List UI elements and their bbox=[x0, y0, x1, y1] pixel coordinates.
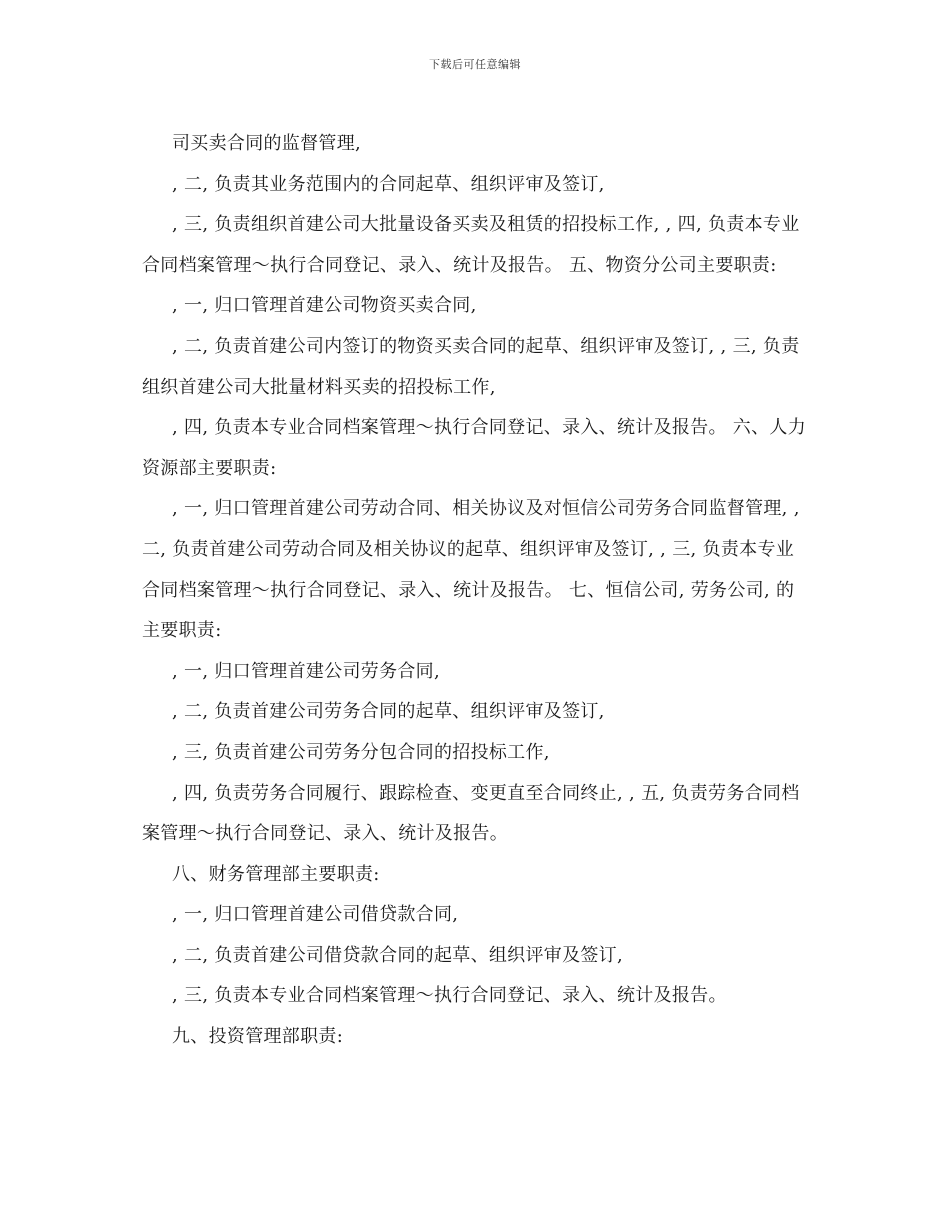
paragraph: , 三, 负责组织首建公司大批量设备买卖及租赁的招投标工作, , 四, 负责本专业合同档案管理～执行合同登记、录入、统计及报告。 五、物资分公司主要职责: bbox=[142, 214, 800, 276]
paragraph: , 三, 负责本专业合同档案管理～执行合同登记、录入、统计及报告。 bbox=[172, 985, 727, 1007]
paragraph: , 二, 负责首建公司内签订的物资买卖合同的起草、组织评审及签订, , 三, 负责组织首建公司大批量材料买卖的招投标工作, bbox=[142, 335, 800, 398]
page-header: 下载后可任意编辑 bbox=[429, 58, 521, 71]
paragraph: , 二, 负责首建公司借贷款合同的起草、组织评审及签订, bbox=[172, 944, 624, 966]
paragraph: , 一, 归口管理首建公司借贷款合同, bbox=[172, 904, 459, 926]
paragraph: , 一, 归口管理首建公司劳动合同、相关协议及对恒信公司劳务合同监督管理, , 二, 负责首建公司劳动合同及相关协议的起草、组织评审及签订, , 三, 负责本专业合同档案管理～执行合同登记、录入、统计及报告。 七、恒信公司, 劳务公司, 的主要职责: bbox=[142, 498, 800, 642]
paragraph: , 一, 归口管理首建公司物资买卖合同, bbox=[172, 295, 477, 317]
paragraph: 八、财务管理部主要职责: bbox=[172, 863, 380, 885]
paragraph: , 四, 负责劳务合同履行、跟踪检查、变更直至合同终止, , 五, 负责劳务合同档案管理～执行合同登记、录入、统计及报告。 bbox=[142, 782, 800, 845]
paragraph: , 二, 负责首建公司劳务合同的起草、组织评审及签订, bbox=[172, 701, 605, 723]
paragraph: 九、投资管理部职责: bbox=[172, 1026, 344, 1048]
document-body bbox=[142, 124, 810, 1058]
paragraph: , 一, 归口管理首建公司劳务合同, bbox=[172, 660, 441, 682]
paragraph: , 四, 负责本专业合同档案管理～执行合同登记、录入、统计及报告。 六、人力资源部主要职责: bbox=[142, 417, 807, 479]
paragraph: , 二, 负责其业务范围内的合同起草、组织评审及签订, bbox=[172, 173, 605, 195]
paragraph: , 三, 负责首建公司劳务分包合同的招投标工作, bbox=[172, 741, 550, 763]
paragraph: 司买卖合同的监督管理, bbox=[172, 133, 362, 154]
